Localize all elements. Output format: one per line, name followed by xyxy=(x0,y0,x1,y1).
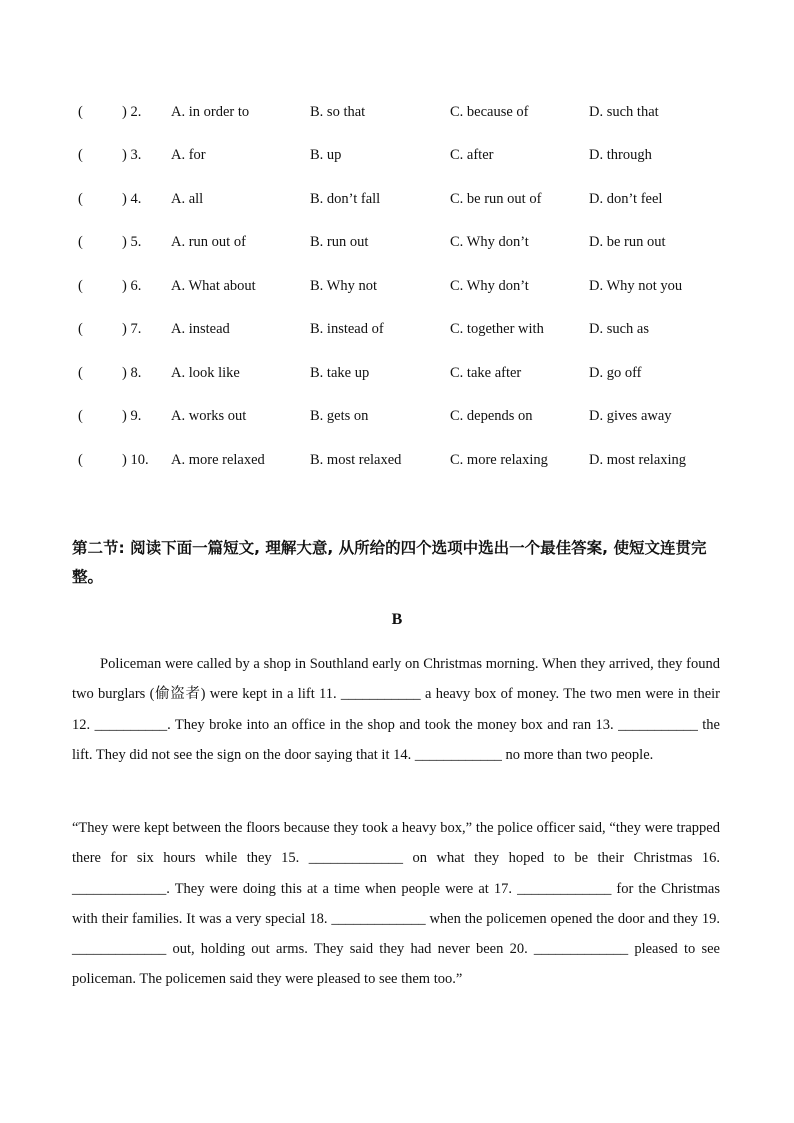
option-d: D. most relaxing xyxy=(589,452,687,468)
option-c: C. be run out of xyxy=(450,191,542,207)
option-b: B. take up xyxy=(310,365,370,381)
option-b: B. instead of xyxy=(310,321,384,337)
answer-blank-open: ( xyxy=(78,278,83,294)
choice-row-6 xyxy=(0,275,794,297)
option-c: C. Why don’t xyxy=(450,234,529,250)
question-number: ) 9. xyxy=(122,408,142,424)
option-a: A. What about xyxy=(171,278,256,294)
answer-blank-open: ( xyxy=(78,147,83,163)
question-number: ) 7. xyxy=(122,321,142,337)
question-number: ) 5. xyxy=(122,234,142,250)
choice-row-2 xyxy=(0,101,794,123)
answer-blank-open: ( xyxy=(78,452,83,468)
option-c: C. together with xyxy=(450,321,544,337)
question-number: ) 6. xyxy=(122,278,142,294)
option-c: C. depends on xyxy=(450,408,533,424)
option-b: B. don’t fall xyxy=(310,191,381,207)
option-c: C. take after xyxy=(450,365,522,381)
option-d: D. don’t feel xyxy=(589,191,663,207)
passage-paragraph-1: Policeman were called by a shop in Southland early on Christmas morning. When they arrived, they found two burglars (偷盗者) were kept in a lift 11. ___________ a heavy box of money. The two men were in their 12. __________. They broke into an office in the shop and took the money box and ran 13. ___________ the lift. They did not see the sign on the door saying that it 14. ____________ no more than two people. xyxy=(72,656,720,763)
question-number: ) 4. xyxy=(122,191,142,207)
passage-label: B xyxy=(391,611,403,628)
option-a: A. run out of xyxy=(171,234,246,250)
option-c: C. Why don’t xyxy=(450,278,529,294)
option-d: D. gives away xyxy=(589,408,672,424)
option-a: A. all xyxy=(171,191,204,207)
option-a: A. works out xyxy=(171,408,247,424)
option-c: C. more relaxing xyxy=(450,452,548,468)
option-a: A. for xyxy=(171,147,206,163)
option-c: C. because of xyxy=(450,104,529,120)
question-number: ) 2. xyxy=(122,104,142,120)
choice-row-5 xyxy=(0,231,794,253)
option-a: A. more relaxed xyxy=(171,452,265,468)
passage-paragraph-2: “They were kept between the floors because they took a heavy box,” the police officer said, “they were trapped there for six hours while they 15. _____________ on what they hoped to be their Christmas 16. _____________. They were doing this at a time when people were at 17. _____________ for the Christmas with their families. It was a very special 18. _____________ when the policemen opened the door and they 19. _____________ out, holding out arms. They said they had never been 20. _____________ pleased to see policeman. The policemen said they were pleased to see them too.” xyxy=(72,820,720,988)
option-a: A. instead xyxy=(171,321,230,337)
option-b: B. gets on xyxy=(310,408,369,424)
option-d: D. through xyxy=(589,147,652,163)
option-d: D. such as xyxy=(589,321,650,337)
option-d: D. go off xyxy=(589,365,642,381)
question-number: ) 8. xyxy=(122,365,142,381)
answer-blank-open: ( xyxy=(78,321,83,337)
option-b: B. so that xyxy=(310,104,366,120)
choice-row-4 xyxy=(0,188,794,210)
option-a: A. look like xyxy=(171,365,240,381)
answer-blank-open: ( xyxy=(78,365,83,381)
option-b: B. run out xyxy=(310,234,369,250)
choice-row-7 xyxy=(0,318,794,340)
choice-row-8 xyxy=(0,362,794,384)
option-c: C. after xyxy=(450,147,494,163)
answer-blank-open: ( xyxy=(78,408,83,424)
option-d: D. such that xyxy=(589,104,659,120)
answer-blank-open: ( xyxy=(78,234,83,250)
option-d: D. Why not you xyxy=(589,278,683,294)
option-d: D. be run out xyxy=(589,234,666,250)
choice-row-3 xyxy=(0,144,794,166)
option-b: B. most relaxed xyxy=(310,452,402,468)
choice-row-10 xyxy=(0,449,794,471)
option-a: A. in order to xyxy=(171,104,250,120)
option-b: B. up xyxy=(310,147,342,163)
choice-row-9 xyxy=(0,405,794,427)
answer-blank-open: ( xyxy=(78,191,83,207)
answer-blank-open: ( xyxy=(78,104,83,120)
section-heading: 第二节: 阅读下面一篇短文, 理解大意, 从所给的四个选项中选出一个最佳答案, 使短文连贯完整。 xyxy=(72,539,707,586)
question-number: ) 3. xyxy=(122,147,142,163)
option-b: B. Why not xyxy=(310,278,377,294)
question-number: ) 10. xyxy=(122,452,149,468)
